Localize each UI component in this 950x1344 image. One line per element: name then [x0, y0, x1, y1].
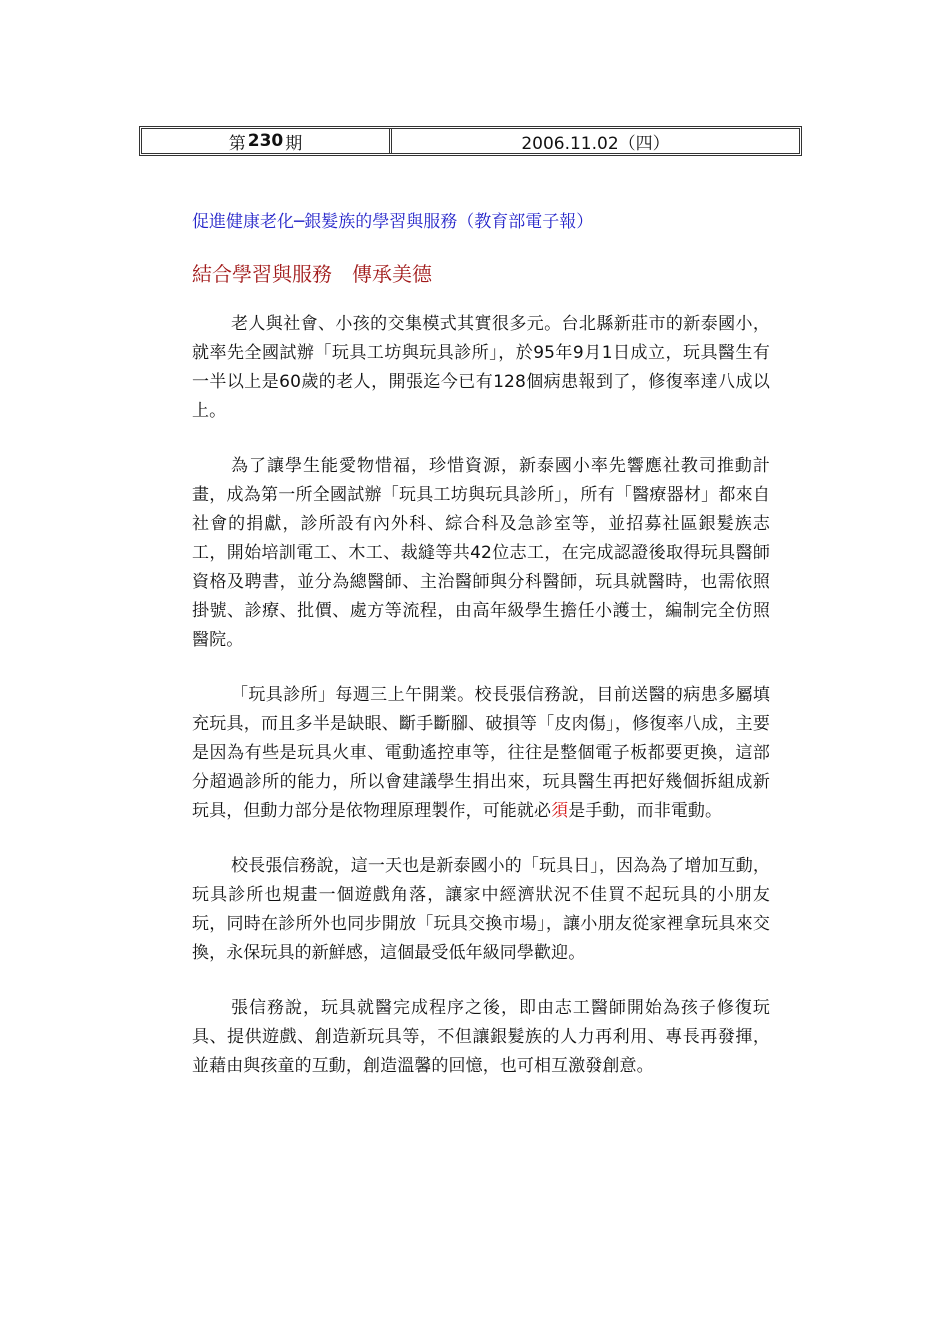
issue-number: 230 — [247, 131, 284, 151]
issue-suffix: 期 — [285, 133, 303, 154]
heading-part-1: 結合學習與服務 — [192, 262, 332, 286]
paragraph-3-text-before: 「玩具診所」每週三上午開業。校長張信務說，目前送醫的病患多屬填充玩具，而且多半是缺眼、斷手斷腳、破損等「皮肉傷」，修復率八成，主要是因為有些是玩具火車、電動遙控車等，往往是整個電子板都要更換，這部分超過診所的能力，所以會建議學生捐出來，玩具醫生再把好幾個拆組成新玩具，但動力部分是依物理原理製作，可能就必 — [192, 685, 770, 821]
paragraph-5: 張信務說，玩具就醫完成程序之後，即由志工醫師開始為孩子修復玩具、提供遊戲、創造新玩具等，不但讓銀髮族的人力再利用、專長再發揮，並藉由與孩童的互動，創造溫馨的回憶，也可相互激發創意。 — [192, 998, 770, 1076]
article-body — [192, 310, 770, 1107]
issue-info-table — [139, 126, 802, 156]
highlighted-character: 須 — [551, 801, 569, 821]
paragraph-1: 老人與社會、小孩的交集模式其實很多元。台北縣新莊市的新泰國小，就率先全國試辦「玩具工坊與玩具診所」，於95年9月1日成立，玩具醫生有一半以上是60歲的老人，開張迄今已有128個病患報到了，修復率達八成以上。 — [192, 314, 770, 421]
issue-prefix: 第 — [228, 133, 246, 154]
paragraph-2: 為了讓學生能愛物惜福，珍惜資源，新泰國小率先響應社教司推動計畫，成為第一所全國試辦「玩具工坊與玩具診所」，所有「醫療器材」都來自社會的捐獻，診所設有內外科、綜合科及急診室等，並招募社區銀髮族志工，開始培訓電工、木工、裁縫等共42位志工，在完成認證後取得玩具醫師資格及聘書，並分為總醫師、主治醫師與分科醫師，玩具就醫時，也需依照掛號、診療、批價、處方等流程，由高年級學生擔任小護士，編制完全仿照醫院。 — [192, 456, 770, 650]
paragraph-4: 校長張信務說，這一天也是新泰國小的「玩具日」，因為為了增加互動，玩具診所也規畫一個遊戲角落，讓家中經濟狀況不佳買不起玩具的小朋友玩，同時在診所外也同步開放「玩具交換市場」，讓小朋友從家裡拿玩具來交換，永保玩具的新鮮感，這個最受低年級同學歡迎。 — [192, 856, 770, 963]
heading-part-2: 傳承美德 — [352, 262, 432, 286]
paragraph-3 — [192, 681, 770, 826]
article-source-title: 促進健康老化─銀髮族的學習與服務（教育部電子報） — [192, 212, 594, 232]
issue-number-cell — [142, 129, 392, 153]
issue-date: 2006.11.02（四） — [521, 133, 670, 154]
issue-date-cell — [392, 129, 799, 153]
article-heading — [192, 258, 432, 287]
paragraph-3-text-after: 是手動，而非電動。 — [568, 801, 723, 821]
